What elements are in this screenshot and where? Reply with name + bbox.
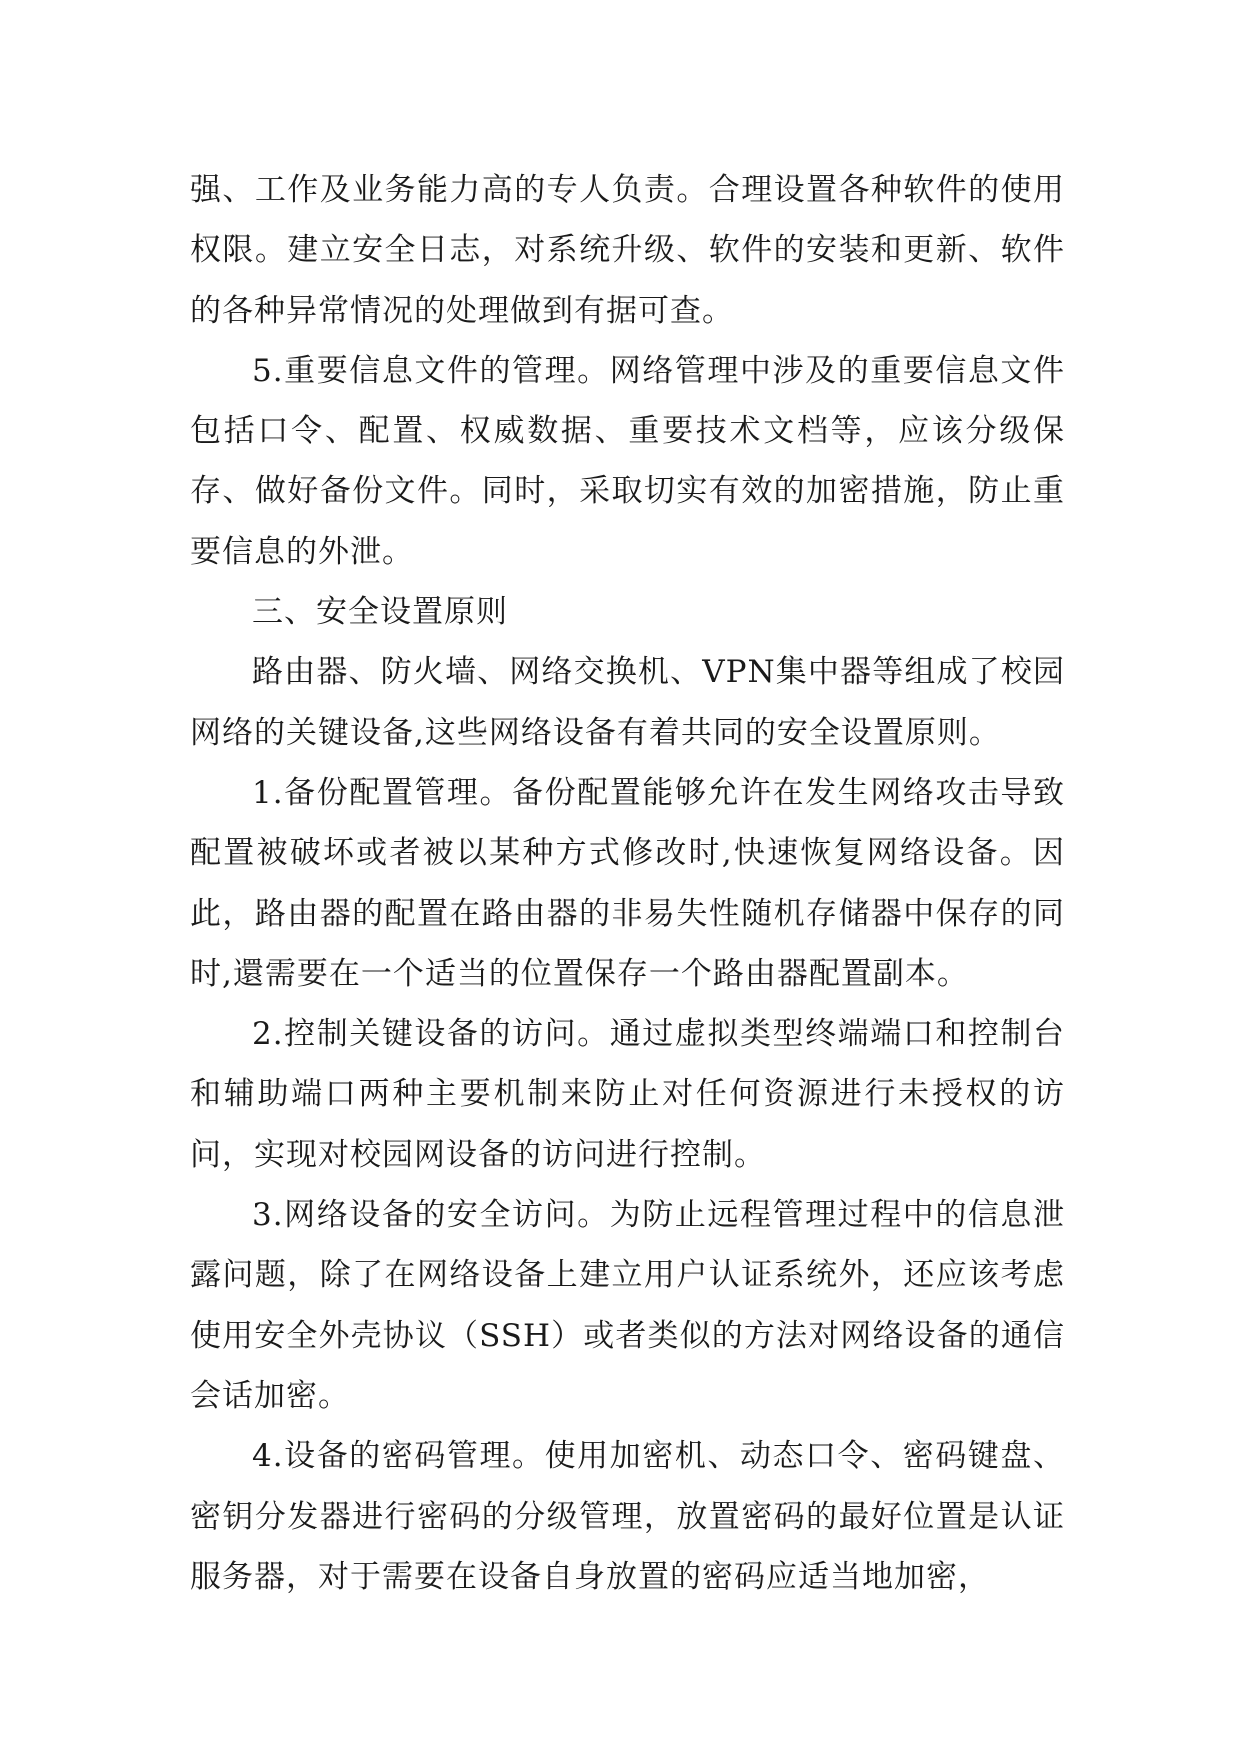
paragraph-item-5: 5.重要信息文件的管理。网络管理中涉及的重要信息文件包括口令、配置、权威数据、重要技术文档等，应该分级保存、做好备份文件。同时，采取切实有效的加密措施，防止重要信息的外泄。 <box>190 352 1065 570</box>
document-body <box>190 160 1065 1607</box>
paragraph-item-3: 3.网络设备的安全访问。为防止远程管理过程中的信息泄露问题，除了在网络设备上建立用户认证系统外，还应该考虑使用安全外壳协议（SSH）或者类似的方法对网络设备的通信会话加密。 <box>190 1197 1065 1414</box>
paragraph-item-4: 4.设备的密码管理。使用加密机、动态口令、密码键盘、密钥分发器进行密码的分级管理，放置密码的最好位置是认证服务器，对于需要在设备自身放置的密码应适当地加密， <box>190 1438 1065 1595</box>
paragraph-item-1: 1.备份配置管理。备份配置能够允许在发生网络攻击导致配置被破坏或者被以某种方式修改时,快速恢复网络设备。因此，路由器的配置在路由器的非易失性随机存储器中保存的同时,還需要在一个适当的位置保存一个路由器配置副本。 <box>190 774 1065 992</box>
paragraph-intro: 路由器、防火墙、网络交换机、VPN集中器等组成了校园网络的关键设备,这些网络设备有着共同的安全设置原则。 <box>190 654 1065 751</box>
paragraph-item-2: 2.控制关键设备的访问。通过虚拟类型终端端口和控制台和辅助端口两种主要机制来防止对任何资源进行未授权的访问，实现对校园网设备的访问进行控制。 <box>190 1016 1065 1173</box>
paragraph-continuation: 强、工作及业务能力高的专人负责。合理设置各种软件的使用权限。建立安全日志，对系统升级、软件的安装和更新、软件的各种异常情况的处理做到有据可查。 <box>190 172 1065 329</box>
section-heading: 三、安全设置原则 <box>252 594 508 631</box>
